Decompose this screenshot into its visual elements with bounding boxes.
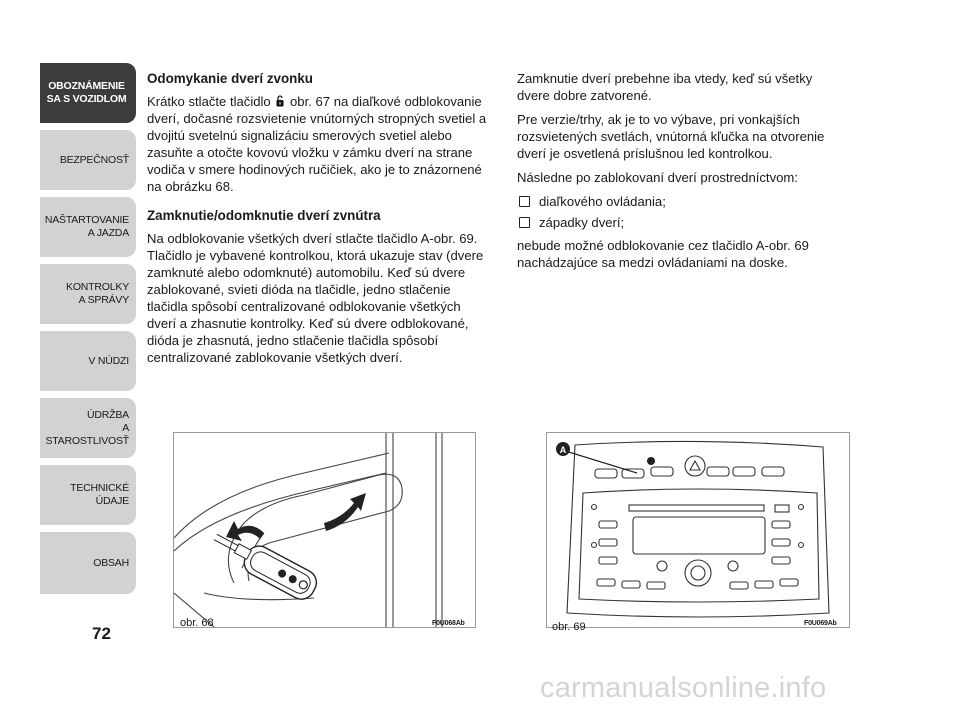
figure-68 — [173, 432, 476, 628]
figure-69-code: F0U069Ab — [804, 620, 837, 627]
figure-68-code: F0U068Ab — [432, 620, 465, 627]
door-key-turn-illustration — [174, 433, 475, 627]
paragraph-text: obr. 67 na diaľkové odblokovanie dverí, dočasné rozsvietenie vnútorných stropných svetiel a dvojitú svetelnú signalizáciu smerových svetiel alebo zasuňte a otočte kovovú vložku v zámku dverí na strane vodiča v smere hodinových ručičiek, ako je to znázornené na obrázku 68. — [147, 94, 487, 194]
paragraph-closed-doors: Zamknutie dverí prebehne iba vtedy, keď sú všetky dvere dobre zatvorené. — [517, 71, 813, 103]
radio-console-illustration — [547, 433, 849, 627]
left-text-column — [147, 70, 492, 373]
figure-68-caption: obr. 68 — [180, 617, 214, 629]
tab-v-nudzi[interactable]: V NÚDZI — [40, 331, 136, 391]
paragraph-no-unlock: nebude možné odblokovanie cez tlačidlo A-obr. 69 nachádzajúce sa medzi ovládaniami na doske. — [517, 238, 809, 270]
chapter-tabs — [40, 63, 136, 601]
paragraph-after-locking: Následne po zablokovaní dverí prostredníctvom: — [517, 170, 798, 185]
tab-oboznamenie[interactable]: OBOZNÁMENIE SA S VOZIDLOM — [40, 63, 136, 123]
list-item — [517, 214, 847, 231]
heading-lock-inside: Zamknutie/odomknutie dverí zvnútra — [147, 208, 381, 223]
heading-unlock-outside: Odomykanie dverí zvonku — [147, 71, 313, 86]
tab-kontrolky[interactable]: KONTROLKY A SPRÁVY — [40, 264, 136, 324]
list-item-text: diaľkového ovládania; — [539, 194, 666, 209]
tab-udrzba[interactable]: ÚDRŽBA A STAROSTLIVOSŤ — [40, 398, 136, 458]
right-text-column — [517, 70, 847, 278]
paragraph-unlock-outside — [147, 93, 492, 195]
padlock-open-icon — [276, 95, 284, 107]
page-number: 72 — [92, 624, 111, 643]
watermark: carmanualsonline.info — [540, 672, 827, 704]
tab-bezpecnost[interactable]: BEZPEČNOSŤ — [40, 130, 136, 190]
tab-technicke-udaje[interactable]: TECHNICKÉ ÚDAJE — [40, 465, 136, 525]
tab-nastartovanie[interactable]: NAŠTARTOVANIE A JAZDA — [40, 197, 136, 257]
tab-obsah[interactable]: OBSAH — [40, 532, 136, 594]
figure-69-caption: obr. 69 — [552, 621, 586, 633]
paragraph-led-handle: Pre verzie/trhy, ak je to vo výbave, pri vonkajších rozsvietených svetlách, vnútorná kľučka na otvorenie dverí je osvetlená príslušnou led kontrolkou. — [517, 112, 825, 161]
list-item — [517, 193, 847, 210]
paragraph-text: Krátko stlačte tlačidlo — [147, 94, 271, 109]
checkbox-bullet-icon — [519, 217, 530, 228]
checkbox-bullet-icon — [519, 196, 530, 207]
paragraph-lock-inside: Na odblokovanie všetkých dverí stlačte tlačidlo A-obr. 69. Tlačidlo je vybavené kontrolkou, ktorá ukazuje stav (dvere zamknuté alebo odomknuté) automobilu. Keď sú dvere zablokované, svieti dióda na tlačidle, jedno stlačenie tlačidla spôsobí centralizované odblokovanie všetkých dverí a zhasnutie kontrolky. Keď sú dvere odblokované, dióda je zhasnutá, jedno stlačenie tlačidla spôsobí centralizované zablokovanie všetkých dverí. — [147, 231, 484, 365]
figure-69 — [546, 432, 850, 628]
list-item-text: západky dverí; — [539, 215, 625, 230]
callout-marker-a: A — [559, 445, 567, 455]
